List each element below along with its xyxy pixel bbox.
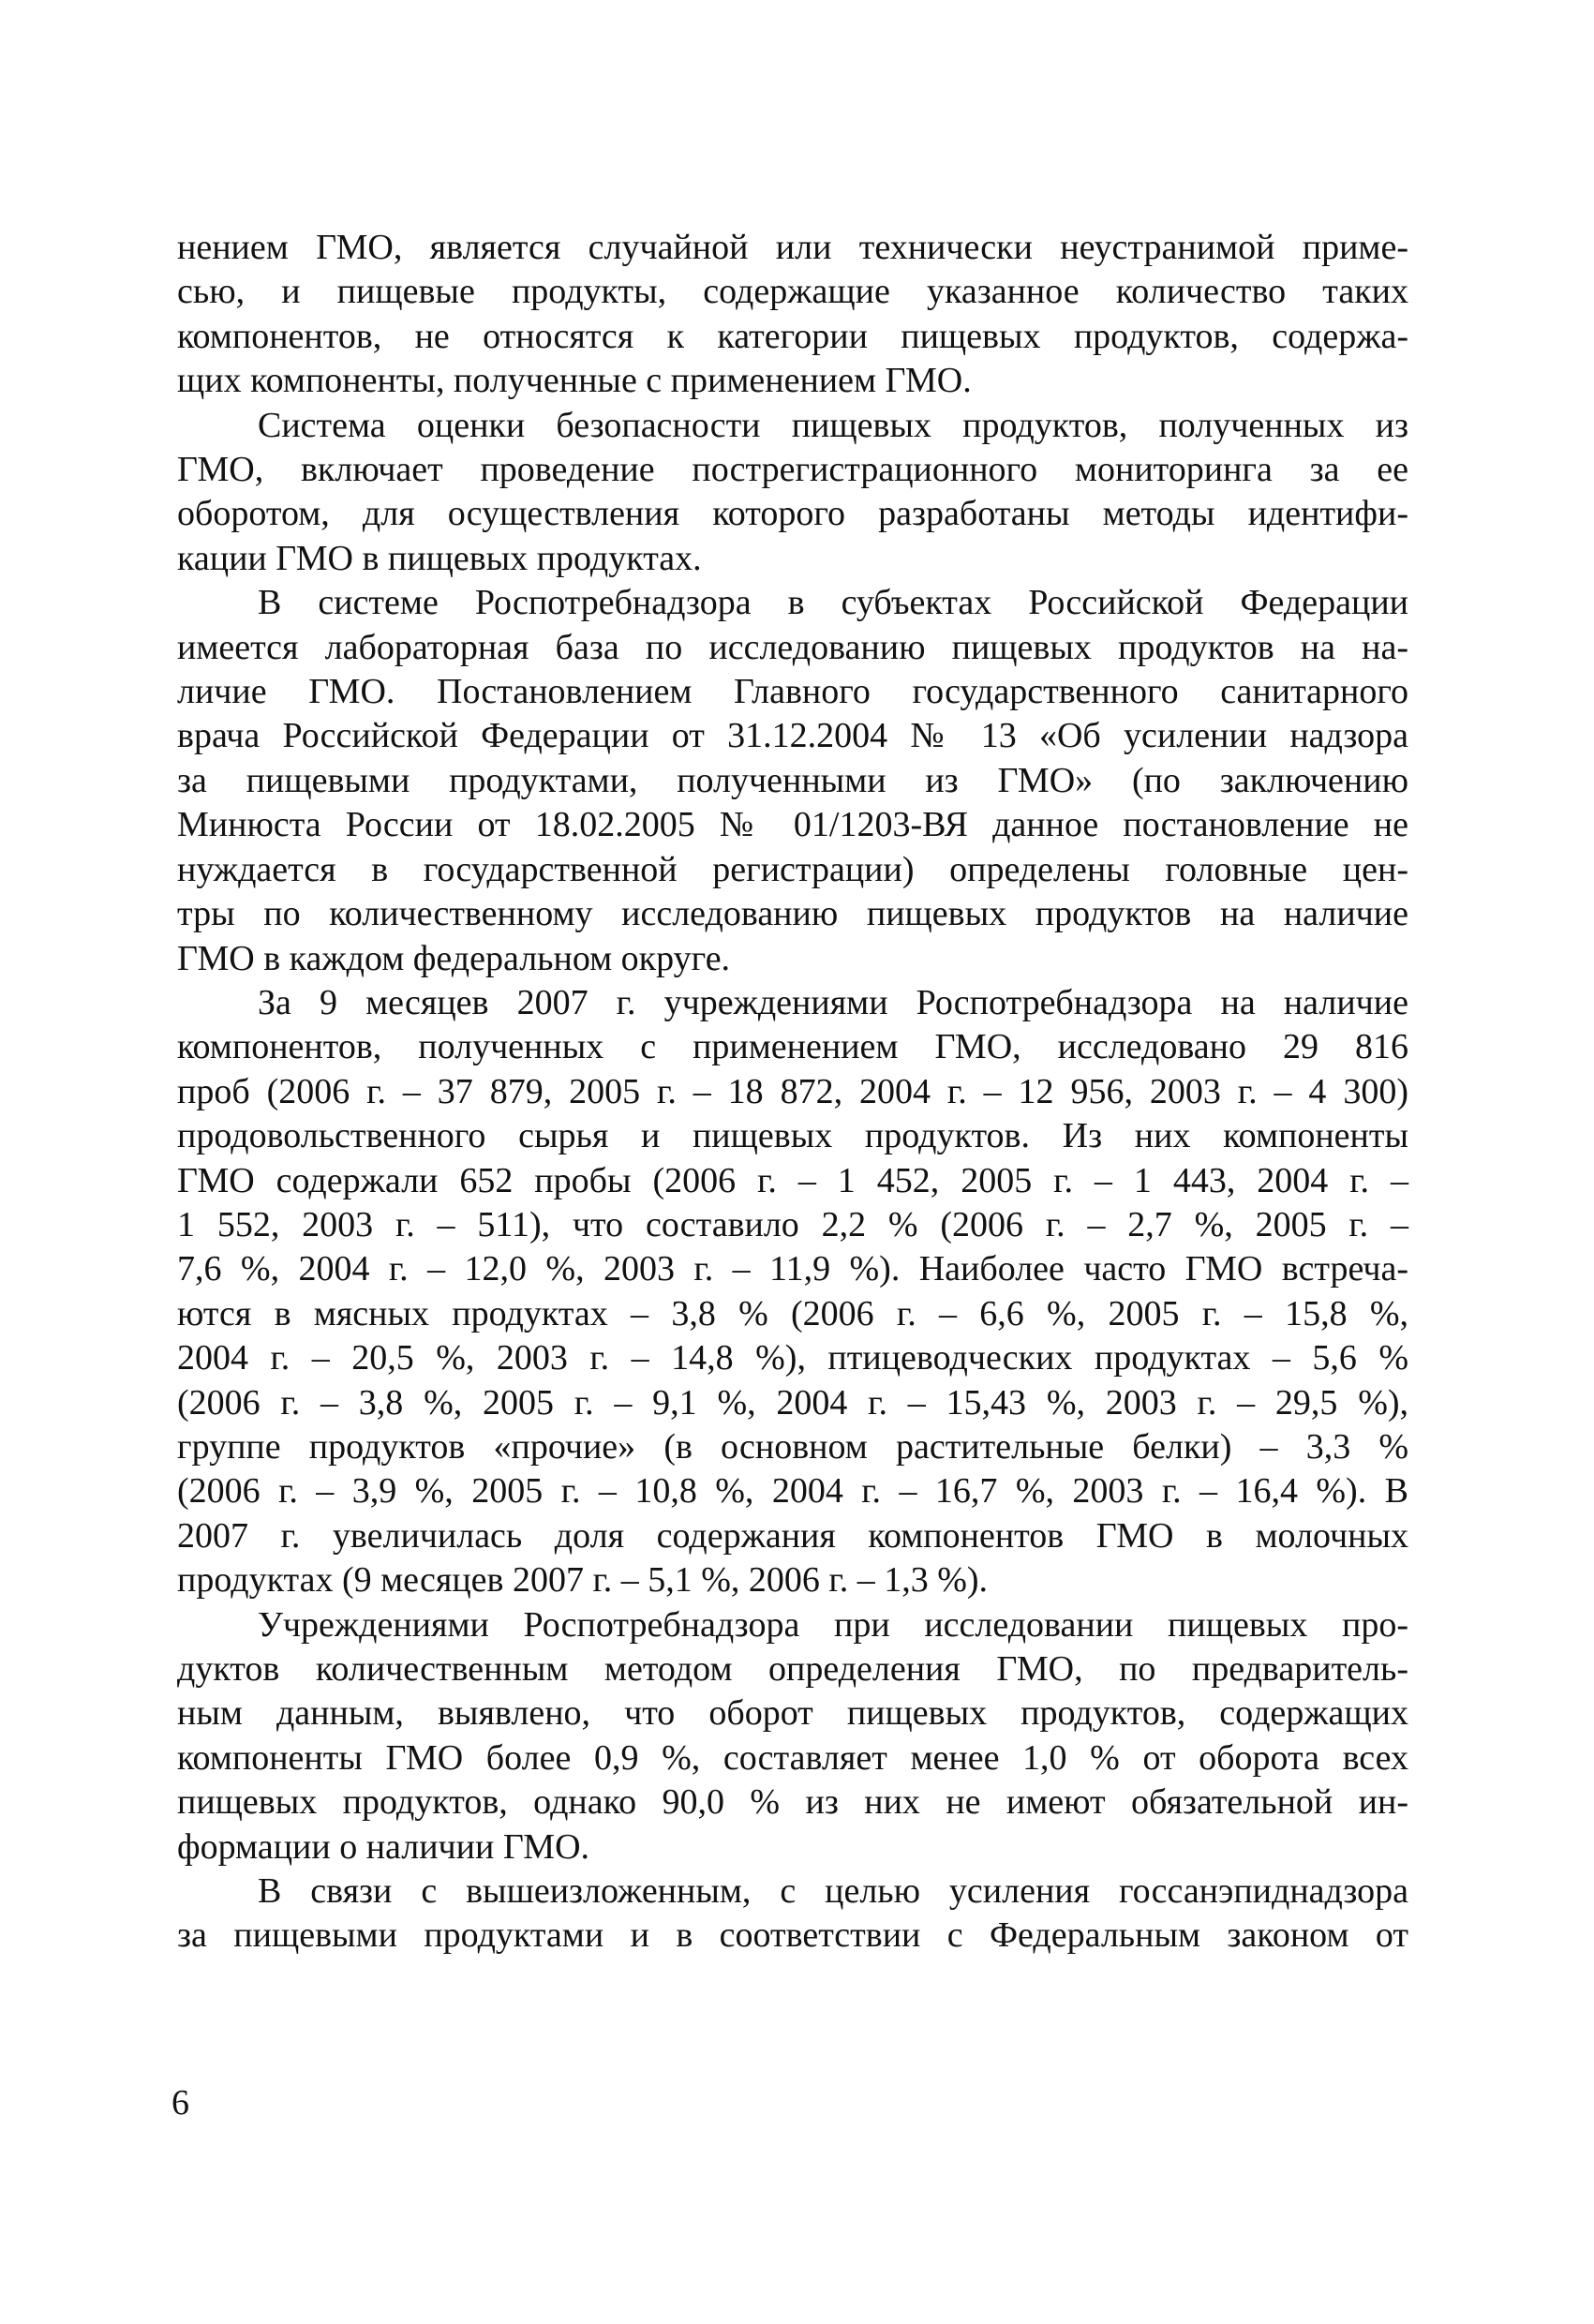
text-line: группе продуктов «прочие» (в основном растительные белки) – 3,3 % [177,1426,1408,1467]
text-line: 7,6 %, 2004 г. – 12,0 %, 2003 г. – 11,9 %). Наиболее часто ГМО встреча- [177,1249,1408,1289]
page-number: 6 [171,2083,189,2123]
paragraph-1 [177,226,1408,404]
text-line: ГМО, включает проведение пострегистрационного мониторинга за ее [177,450,1408,490]
text-line: нуждается в государственной регистрации) определены головные цен- [177,849,1408,889]
text-line: имеется лабораторная база по исследованию пищевых продуктов на на- [177,627,1408,667]
text-line: за пищевыми продуктами, полученными из ГМО» (по заключению [177,760,1408,800]
text-line: 2004 г. – 20,5 %, 2003 г. – 14,8 %), птицеводческих продуктах – 5,6 % [177,1338,1408,1378]
text-line: Минюста России от 18.02.2005 № 01/1203-ВЯ данное постановление не [177,805,1408,845]
text-line: тры по количественному исследованию пищевых продуктов на наличие [177,894,1408,934]
text-line: за пищевыми продуктами и в соответствии с Федеральным законом от [177,1915,1408,1956]
text-line: личие ГМО. Постановлением Главного государственного санитарного [177,672,1408,712]
text-line: продовольственного сырья и пищевых продуктов. Из них компоненты [177,1116,1408,1156]
text-line: (2006 г. – 3,9 %, 2005 г. – 10,8 %, 2004 г. – 16,7 %, 2003 г. – 16,4 %). В [177,1471,1408,1512]
paragraph-5 [177,1603,1408,1870]
text-line: компонентов, не относятся к категории пищевых продуктов, содержа- [177,316,1408,356]
paragraph-2 [177,404,1408,582]
text-line: Система оценки безопасности пищевых продуктов, полученных из [258,405,1408,445]
paragraph-3 [177,581,1408,981]
text-line: сью, и пищевые продукты, содержащие указанное количество таких [177,272,1408,312]
text-line: В системе Роспотребнадзора в субъектах Российской Федерации [258,583,1408,623]
paragraph-6 [177,1870,1408,1959]
text-line: ГМО в каждом федеральном округе. [177,938,731,978]
text-line: врача Российской Федерации от 31.12.2004 № 13 «Об усилении надзора [177,716,1408,756]
text-line: 2007 г. увеличилась доля содержания компонентов ГМО в молочных [177,1515,1408,1556]
text-line: пищевых продуктов, однако 90,0 % из них не имеют обязательной ин- [177,1782,1408,1823]
text-line: компонентов, полученных с применением ГМО, исследовано 29 816 [177,1027,1408,1067]
text-line: продуктах (9 месяцев 2007 г. – 5,1 %, 2006 г. – 1,3 %). [177,1560,989,1601]
text-line: формации о наличии ГМО. [177,1826,590,1867]
text-line: Учреждениями Роспотребнадзора при исследовании пищевых про- [258,1604,1408,1645]
text-line: ГМО содержали 652 пробы (2006 г. – 1 452, 2005 г. – 1 443, 2004 г. – [177,1160,1408,1200]
text-line: дуктов количественным методом определения ГМО, по предваритель- [177,1649,1408,1689]
text-line: проб (2006 г. – 37 879, 2005 г. – 18 872, 2004 г. – 12 956, 2003 г. – 4 300) [177,1071,1408,1111]
paragraph-4 [177,981,1408,1603]
text-line: (2006 г. – 3,8 %, 2005 г. – 9,1 %, 2004 г. – 15,43 %, 2003 г. – 29,5 %), [177,1382,1408,1423]
text-line: оборотом, для осуществления которого разработаны методы идентифи- [177,494,1408,534]
text-line: В связи с вышеизложенным, с целью усиления госсанэпиднадзора [258,1871,1408,1912]
body-text [177,226,1408,1959]
text-line: 1 552, 2003 г. – 511), что составило 2,2 % (2006 г. – 2,7 %, 2005 г. – [177,1204,1408,1244]
text-line: нением ГМО, является случайной или технически неустранимой приме- [177,228,1408,267]
text-line: кации ГМО в пищевых продуктах. [177,538,702,578]
text-line: За 9 месяцев 2007 г. учреждениями Роспотребнадзора на наличие [258,982,1408,1022]
text-line: ются в мясных продуктах – 3,8 % (2006 г. – 6,6 %, 2005 г. – 15,8 %, [177,1293,1408,1333]
text-line: компоненты ГМО более 0,9 %, составляет менее 1,0 % от оборота всех [177,1737,1408,1778]
text-line: ным данным, выявлено, что оборот пищевых продуктов, содержащих [177,1693,1408,1734]
text-line: щих компоненты, полученные с применением ГМО. [177,361,972,401]
